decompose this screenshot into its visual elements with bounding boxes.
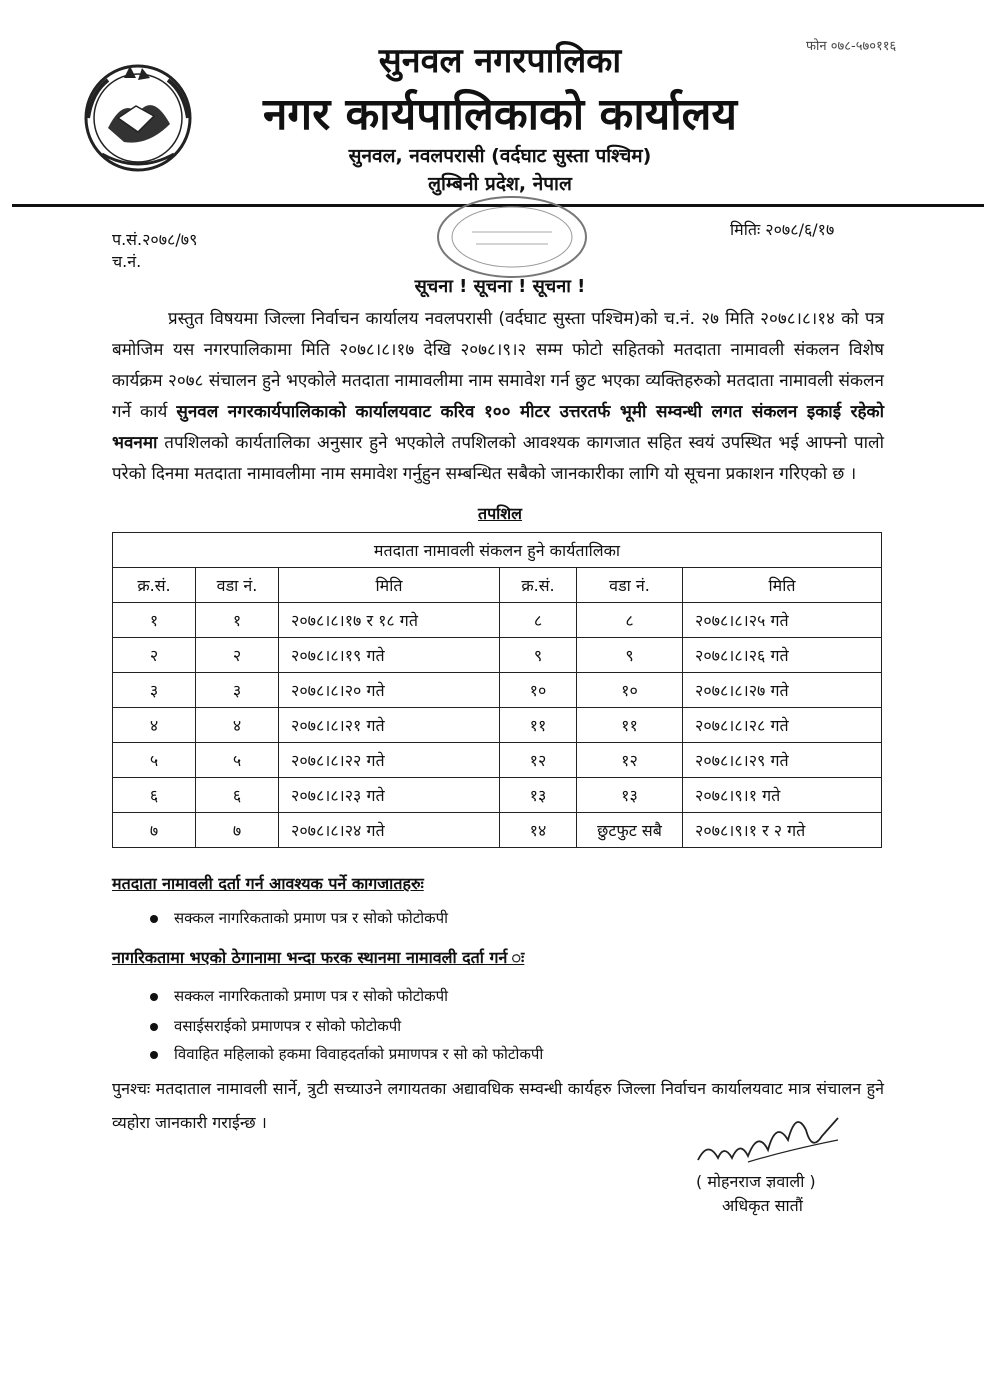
column-header: क्र.सं. [113,568,196,603]
table-cell: ५ [113,743,196,778]
schedule-header-row [113,568,882,603]
municipality-name: सुनवल नगरपालिका [378,41,622,81]
table-cell: २०७८।८।२३ गते [279,778,500,813]
list-item-text: सक्कल नागरिकताको प्रमाण पत्र र सोको फोटोकपी [174,987,449,1005]
table-cell: ८ [577,603,683,638]
table-cell: २०७८।८।२० गते [279,673,500,708]
table-cell: २ [196,638,279,673]
table-cell: ६ [196,778,279,813]
nepal-emblem-icon [78,58,198,178]
table-cell: २०७८।८।२९ गते [683,743,882,778]
table-cell: ९ [577,638,683,673]
table-cell: ६ [113,778,196,813]
table-cell: १२ [577,743,683,778]
phone-number: फोन ०७८-५७०११६ [806,39,897,54]
dispatch-number: च.नं. [112,252,142,271]
notice-body [112,304,884,490]
different-address-documents-title: नागरिकतामा भएको ठेगानामा भन्दा फरक स्थानमा नामावली दर्ता गर्न ः [112,948,525,967]
signatory-name: ( मोहनराज ज्ञवाली ) [696,1172,816,1191]
table-cell: १० [577,673,683,708]
notice-date: मितिः २०७८/६/१७ [730,220,835,239]
table-cell: २०७८।८।२८ गते [683,708,882,743]
table-cell: ११ [577,708,683,743]
table-row [113,603,882,638]
table-cell: २०७८।९।१ गते [683,778,882,813]
office-name: नगर कार्यपालिकाको कार्यालय [263,89,737,140]
postscript: पुनश्चः मतदाताल नामावली सार्ने, त्रुटी सच्याउने लगायतका अद्यावधिक सम्वन्धी कार्यहरु जिल्ला निर्वाचन कार्यालयवाट मात्र संचालन हुने व्यहोरा जानकारी गराईन्छ । [112,1079,884,1132]
notice-body-part1: प्रस्तुत विषयमा जिल्ला निर्वाचन कार्यालय नवलपरासी (वर्दघाट सुस्ता पश्चिम)को च.नं. २७ मिति २०७८।८।१४ को पत्र बमोजिम यस नगरपालिकामा मिति २०७८।८।१७ देखि २०७८।९।२ सम्म फोटो सहितको मतदाता नामावली संकलन विशेष कार्यक्रम २०७८ संचालन हुने भएकोले मतदाता नामावलीमा नाम समावेश गर्न छुट भएका व्यक्तिहरुको मतदाता नामावली संकलन गर्ने कार्य [112,309,884,422]
table-cell: ४ [196,708,279,743]
table-cell: १ [196,603,279,638]
reference-number: प.सं.२०७८/७९ [112,230,198,249]
required-documents-title: मतदाता नामावली दर्ता गर्न आवश्यक पर्ने कागजातहरुः [112,874,424,893]
table-cell: २०७८।८।१९ गते [279,638,500,673]
table-row [113,673,882,708]
office-stamp-icon [432,192,592,282]
table-cell: ४ [113,708,196,743]
table-cell: ८ [500,603,577,638]
address-line-1: सुनवल, नवलपरासी (वर्दघाट सुस्ता पश्चिम) [348,145,652,167]
table-cell: छुटफुट सबै [577,813,683,848]
address-line-2: लुम्बिनी प्रदेश, नेपाल [428,173,572,195]
table-row [113,813,882,848]
column-header: मिति [279,568,500,603]
table-cell: ७ [196,813,279,848]
table-cell: २०७८।८।२४ गते [279,813,500,848]
table-cell: २०७८।८।२१ गते [279,708,500,743]
table-row [113,638,882,673]
table-cell: २०७८।९।१ र २ गते [683,813,882,848]
list-item [150,1044,543,1064]
list-item-text: सक्कल नागरिकताको प्रमाण पत्र र सोको फोटोकपी [174,909,449,927]
table-cell: २०७८।८।२२ गते [279,743,500,778]
signature-icon [688,1100,848,1180]
table-row [113,743,882,778]
table-cell: २०७८।८।१७ र १८ गते [279,603,500,638]
table-cell: १३ [577,778,683,813]
table-cell: ३ [113,673,196,708]
notice-body-part2: तपशिलको कार्यतालिका अनुसार हुने भएकोले तपशिलको आवश्यक कागजात सहित स्वयं उपस्थित भई आफ्नो पालो परेको दिनमा मतदाता नामावलीमा नाम समावेश गर्नुहुन सम्बन्धित सबैको जानकारीका लागि यो सूचना प्रकाशन गरिएको छ । [112,433,884,484]
table-row [113,708,882,743]
table-row [113,778,882,813]
schedule-table [112,532,882,848]
table-cell: ७ [113,813,196,848]
table-cell: ९ [500,638,577,673]
table-cell: १ [113,603,196,638]
table-cell: १३ [500,778,577,813]
column-header: मिति [683,568,882,603]
table-cell: ३ [196,673,279,708]
table-cell: २०७८।८।२७ गते [683,673,882,708]
bullet-icon [150,1051,158,1059]
notice-body-venue: सुनवल नगरकार्यपालिकाको कार्यालयवाट करिव १०० मीटर उत्तरतर्फ भूमी सम्वन्धी लगत संकलन इकाई रहेको भवनमा [112,402,885,453]
schedule-caption: मतदाता नामावली संकलन हुने कार्यतालिका [113,533,882,568]
table-cell: २०७८।८।२६ गते [683,638,882,673]
column-header: वडा नं. [196,568,279,603]
list-item [150,1016,401,1036]
column-header: क्र.सं. [500,568,577,603]
notice-title: सूचना ! सूचना ! सूचना ! [414,276,586,297]
bullet-icon [150,915,158,923]
column-header: वडा नं. [577,568,683,603]
list-item [150,986,448,1006]
table-cell: १० [500,673,577,708]
list-item-text: वसाईसराईको प्रमाणपत्र र सोको फोटोकपी [174,1017,402,1035]
table-cell: ५ [196,743,279,778]
bullet-icon [150,1023,158,1031]
bullet-icon [150,993,158,1001]
table-cell: २ [113,638,196,673]
signatory-title: अधिकृत सातौं [722,1196,803,1215]
table-cell: १२ [500,743,577,778]
table-cell: १४ [500,813,577,848]
table-cell: ११ [500,708,577,743]
schedule-heading: तपशिल [477,504,523,523]
list-item-text: विवाहित महिलाको हकमा विवाहदर्ताको प्रमाणपत्र र सो को फोटोकपी [174,1045,544,1063]
list-item [150,908,448,928]
table-cell: २०७८।८।२५ गते [683,603,882,638]
